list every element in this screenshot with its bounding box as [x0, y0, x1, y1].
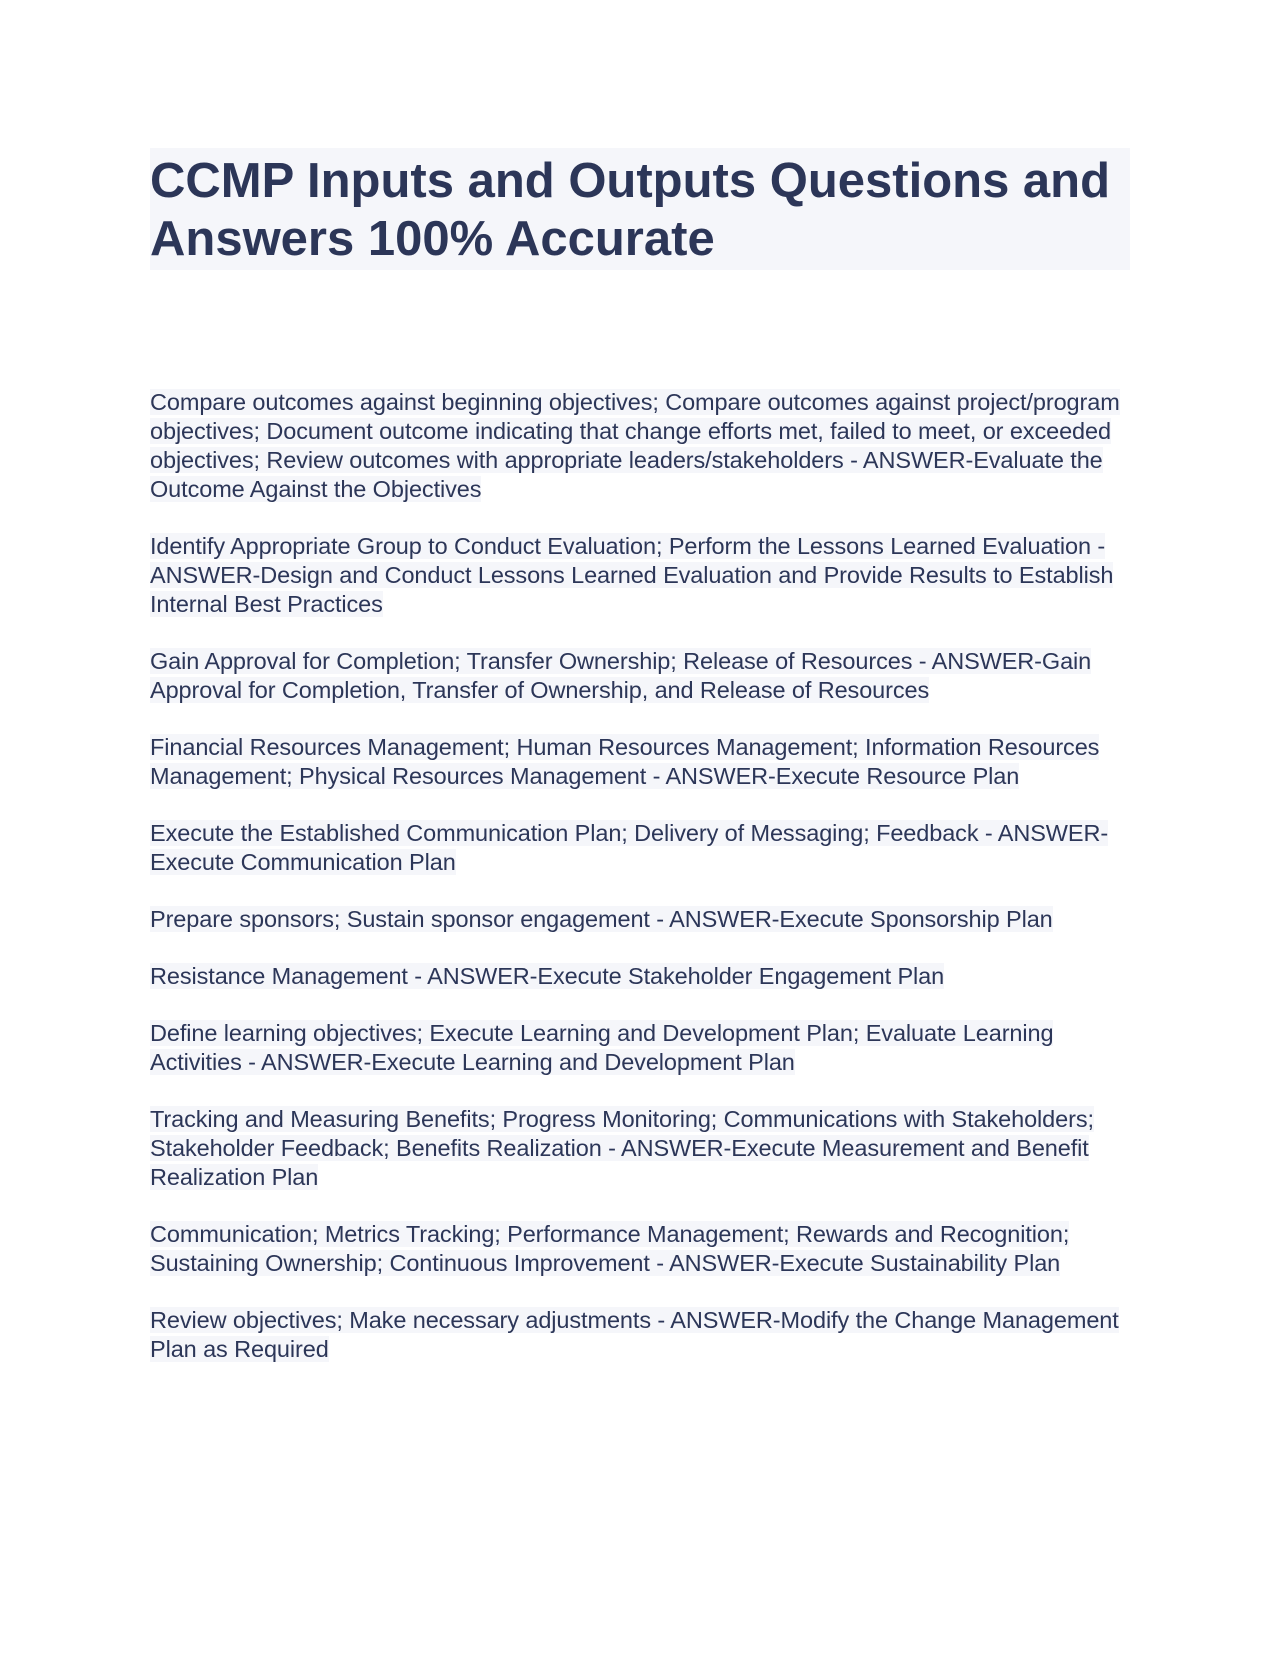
title-block [150, 148, 1130, 270]
qa-item-text: Identify Appropriate Group to Conduct Evaluation; Perform the Lessons Learned Evaluation - ANSWER-Design and Conduct Lessons Learned Evaluation and Provide Results to Establish Internal Best Practices [150, 533, 1114, 617]
qa-item-text: Prepare sponsors; Sustain sponsor engagement - ANSWER-Execute Sponsorship Plan [150, 906, 1053, 932]
qa-item [150, 962, 1130, 991]
qa-item-text: Review objectives; Make necessary adjustments - ANSWER-Modify the Change Management Plan as Required [150, 1307, 1119, 1362]
qa-item [150, 647, 1130, 705]
qa-item-text: Compare outcomes against beginning objectives; Compare outcomes against project/program objectives; Document outcome indicating that change efforts met, failed to meet, or exceeded objectives; Review outcomes with appropriate leaders/stakeholders - ANSWER-Evaluate the Outcome Against the Objectives [150, 389, 1120, 502]
qa-item-text: Resistance Management - ANSWER-Execute Stakeholder Engagement Plan [150, 963, 945, 989]
document-title: CCMP Inputs and Outputs Questions and Answers 100% Accurate [150, 154, 1111, 266]
qa-list [150, 388, 1130, 1364]
qa-item [150, 819, 1130, 877]
qa-item [150, 1220, 1130, 1278]
qa-item-text: Communication; Metrics Tracking; Performance Management; Rewards and Recognition; Sustaining Ownership; Continuous Improvement - ANSWER-Execute Sustainability Plan [150, 1221, 1070, 1276]
document-page [150, 148, 1130, 1392]
qa-item-text: Tracking and Measuring Benefits; Progress Monitoring; Communications with Stakeholders; Stakeholder Feedback; Benefits Realization - ANSWER-Execute Measurement and Benefit Realization Plan [150, 1106, 1094, 1190]
qa-item [150, 388, 1130, 504]
qa-item-text: Execute the Established Communication Plan; Delivery of Messaging; Feedback - ANSWER-Execute Communication Plan [150, 820, 1109, 875]
qa-item [150, 1019, 1130, 1077]
qa-item [150, 905, 1130, 934]
qa-item [150, 1306, 1130, 1364]
qa-item [150, 532, 1130, 619]
qa-item-text: Define learning objectives; Execute Learning and Development Plan; Evaluate Learning Activities - ANSWER-Execute Learning and Development Plan [150, 1020, 1054, 1075]
qa-item [150, 1105, 1130, 1192]
qa-item-text: Gain Approval for Completion; Transfer Ownership; Release of Resources - ANSWER-Gain Approval for Completion, Transfer of Ownership, and Release of Resources [150, 648, 1092, 703]
qa-item [150, 733, 1130, 791]
qa-item-text: Financial Resources Management; Human Resources Management; Information Resources Management; Physical Resources Management - ANSWER-Execute Resource Plan [150, 734, 1100, 789]
